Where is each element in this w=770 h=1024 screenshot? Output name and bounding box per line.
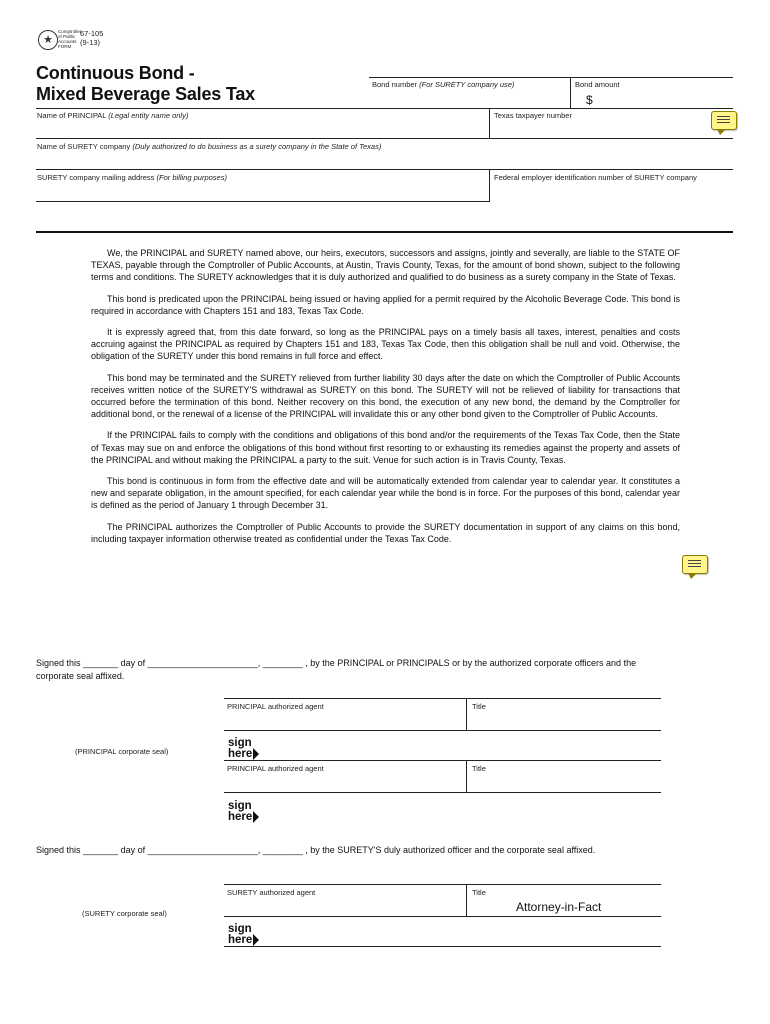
sign-word: sign xyxy=(228,923,252,935)
rule xyxy=(369,77,733,78)
surety-signed-line: Signed this _______ day of ______________________, ________ , by the SURETY'S duly authorized officer and the corporate seal affixed. xyxy=(36,845,596,855)
rule xyxy=(466,884,467,916)
rule xyxy=(36,108,733,109)
form-number: 67-105 xyxy=(80,29,104,38)
rule xyxy=(489,169,490,201)
rule xyxy=(489,108,490,138)
here-word: here xyxy=(228,934,253,947)
fein-field[interactable]: Federal employer identification number of SURETY company xyxy=(494,173,697,182)
paragraph: This bond is continuous in form from the effective date and will be automatically extended from calendar year to calendar year. It constitutes a new and separate obligation, in the amount specified, for each calendar year while the bond is in force. For the purposes of this bond, calendar year is defined as the period of January 1 through December 31. xyxy=(91,476,680,511)
bond-number-label: Bond number xyxy=(372,80,418,89)
bond-amount-label: Bond amount xyxy=(575,80,620,89)
principal-seal-label: (PRINCIPAL corporate seal) xyxy=(75,747,169,756)
surety-name-field[interactable] xyxy=(37,142,381,151)
here-word: here xyxy=(228,811,253,824)
sign-here-tag xyxy=(228,924,259,946)
principal-agent-field[interactable]: PRINCIPAL authorized agent xyxy=(227,702,324,711)
bond-amount-field[interactable]: $ xyxy=(586,93,593,107)
surety-label: Name of SURETY company xyxy=(37,142,131,151)
surety-address-label: SURETY company mailing address xyxy=(37,173,155,182)
rule xyxy=(224,730,661,731)
principal-note: (Legal entity name only) xyxy=(108,111,189,120)
principal-label: Name of PRINCIPAL xyxy=(37,111,107,120)
rule xyxy=(36,169,733,170)
sign-here-arrow-icon xyxy=(253,811,259,823)
rule xyxy=(36,138,733,139)
form-revision: (9-13) xyxy=(80,38,101,47)
principal-signed-line: corporate seal affixed. xyxy=(36,671,125,681)
rule xyxy=(224,884,661,885)
section-divider xyxy=(36,231,733,233)
rule xyxy=(466,760,467,792)
bond-number-note: (For SURETY company use) xyxy=(419,80,515,89)
rule xyxy=(466,698,467,730)
paragraph: This bond may be terminated and the SURETY relieved from further liability 30 days after the date on which the Comptroller of Public Accounts receives written notice of the SURETY'S withdrawal as SURETY on this bond. The SURETY will not be relieved of liability for transactions that occurred before the termination of this bond. Neither recovery on this bond, the execution of any new bond, the demand by the Comptroller for additional bond, or the renewal of a license of the PRINCIPAL will invalidate this or any other bond given to the Comptroller of Public Accounts. xyxy=(91,372,680,420)
paragraph: This bond is predicated upon the PRINCIPAL being issued or having applied for a permit required by the Alcoholic Beverage Code. This bond is required in accordance with Chapters 151 and 183, Texas Tax Code. xyxy=(91,293,680,316)
rule xyxy=(224,792,661,793)
taxpayer-number-field[interactable]: Texas taxpayer number xyxy=(494,111,572,120)
rule xyxy=(224,698,661,699)
principal-title-field[interactable]: Title xyxy=(472,764,486,773)
sign-here-tag xyxy=(228,801,259,823)
bond-terms xyxy=(91,247,680,554)
form-id xyxy=(80,29,103,47)
surety-address-field[interactable] xyxy=(37,173,227,182)
title-line: Continuous Bond - xyxy=(36,63,195,83)
surety-title-field[interactable]: Title xyxy=(472,888,486,897)
paragraph: The PRINCIPAL authorizes the Comptroller of Public Accounts to provide the SURETY documentation in support of any claims on this bond, including taxpayer information otherwise treated as confidential under the Texas Tax Code. xyxy=(91,521,680,544)
bond-number-field[interactable] xyxy=(372,80,514,89)
sign-word: sign xyxy=(228,800,252,812)
surety-title-value[interactable]: Attorney-in-Fact xyxy=(516,900,602,914)
here-word: here xyxy=(228,748,253,761)
star-seal-icon: ★ xyxy=(38,30,58,50)
rule xyxy=(570,77,571,108)
paragraph: It is expressly agreed that, from this date forward, so long as the PRINCIPAL pays on a timely basis all taxes, interest, penalties and costs accruing against the PRINCIPAL as required by Chapters 151 and 183, Texas Tax Code, then this obligation shall be null and void. Otherwise, the obligation of the SURETY under this bond remains in full force and effect. xyxy=(91,327,680,362)
paragraph: We, the PRINCIPAL and SURETY named above, our heirs, executors, successors and assigns, jointly and severally, are liable to the STATE OF TEXAS, payable through the Comptroller of Public Accounts, at Austin, Travis County, Texas, for the amount of bond shown, subject to the following terms and conditions. The SURETY acknowledges that it is duly authorized and qualified to do business as a surety company in the State of Texas. xyxy=(91,248,680,283)
sign-here-arrow-icon xyxy=(253,748,259,760)
principal-name-field[interactable] xyxy=(37,111,188,120)
sticky-note-icon[interactable] xyxy=(682,555,708,574)
agency-line: FORM xyxy=(58,44,72,49)
agency-line: of Public xyxy=(58,34,76,39)
sign-here-tag xyxy=(228,738,259,760)
agency-line: Comptroller xyxy=(58,29,82,34)
surety-agent-field[interactable]: SURETY authorized agent xyxy=(227,888,316,897)
surety-seal-label: (SURETY corporate seal) xyxy=(82,909,167,918)
principal-signed-line: Signed this _______ day of ______________________, ________ , by the PRINCIPAL or PRINCIPALS or by the authorized corporate officers and the xyxy=(36,658,637,668)
surety-note: (Duly authorized to do business as a surety company in the State of Texas) xyxy=(132,142,382,151)
principal-agent-field[interactable]: PRINCIPAL authorized agent xyxy=(227,764,324,773)
paragraph: If the PRINCIPAL fails to comply with the conditions and obligations of this bond and/or the requirements of the Texas Tax Code, then the State of Texas may sue on and enforce the obligations of this bond without first resorting to or exhausting its remedies against the property and assets of the PRINCIPAL and without making the PRINCIPAL a party to the suit. Venue for such action is in Travis County, Texas. xyxy=(91,430,680,465)
rule xyxy=(224,916,661,917)
sign-here-arrow-icon xyxy=(253,934,259,946)
agency-block xyxy=(58,29,81,49)
rule xyxy=(36,201,490,202)
title-line: Mixed Beverage Sales Tax xyxy=(36,84,255,104)
page-title xyxy=(36,63,255,105)
surety-address-note: (For billing purposes) xyxy=(156,173,227,182)
rule xyxy=(224,946,661,947)
rule xyxy=(224,760,661,761)
agency-line: Accounts xyxy=(58,39,77,44)
sticky-note-icon[interactable] xyxy=(711,111,737,130)
principal-title-field[interactable]: Title xyxy=(472,702,486,711)
sign-word: sign xyxy=(228,737,252,749)
